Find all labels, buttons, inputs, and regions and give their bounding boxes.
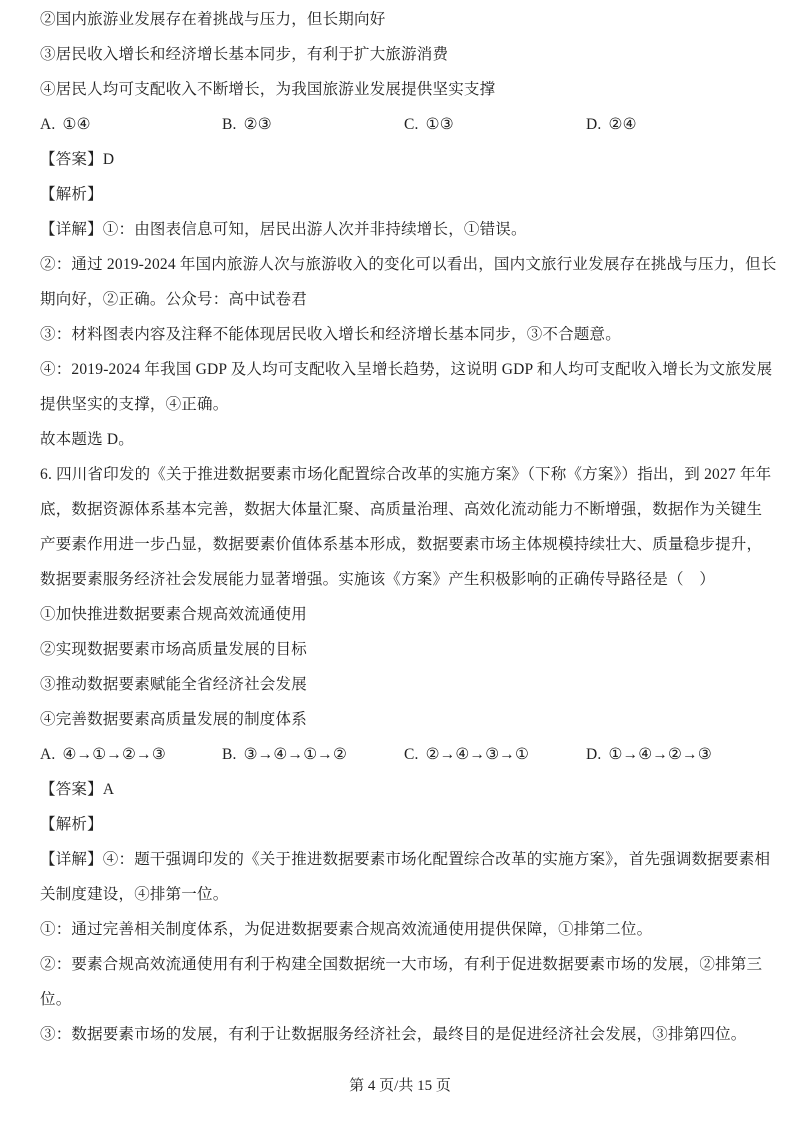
question-6-explanation-line: 【详解】④：题干强调印发的《关于推进数据要素市场化配置综合改革的实施方案》，首先强调数据要素相: [40, 851, 771, 868]
option-letter: A.: [40, 746, 56, 763]
option-value: ②→④→③→①: [425, 746, 530, 763]
question-5-explanation-line: 期向好，②正确。公众号：高中试卷君: [40, 291, 307, 308]
option-letter: D.: [586, 116, 602, 133]
option-value: ④→①→②→③: [62, 746, 166, 763]
option-d: [586, 745, 712, 765]
question-6-stem-line: 产要素作用进一步凸显，数据要素价值体系基本形成，数据要素市场主体规模持续壮大、质量稳步提升，: [40, 536, 763, 553]
option-letter: B.: [222, 746, 237, 763]
question-6-stem-line: 数据要素服务经济社会发展能力显著增强。实施该《方案》产生积极影响的正确传导路径是（ ）: [40, 571, 716, 588]
question-6-explanation-line: 位。: [40, 991, 72, 1008]
option-letter: C.: [404, 746, 419, 763]
option-value: ③→④→①→②: [243, 746, 348, 763]
option-value: ②③: [243, 116, 272, 133]
question-5-analysis-line: 【解析】: [40, 186, 103, 203]
page-content: [40, 10, 777, 1060]
option-letter: D.: [586, 746, 602, 763]
option-b: [222, 115, 404, 135]
question-6-stem-line: 6. 四川省印发的《关于推进数据要素市场化配置综合改革的实施方案》（下称《方案》）指出，到 2027 年年: [40, 466, 772, 483]
question-5-explanation-line: 提供坚实的支撑，④正确。: [40, 396, 229, 413]
question-5-statement-line: ②国内旅游业发展存在着挑战与压力，但长期向好: [40, 11, 386, 28]
option-c: [404, 745, 586, 765]
option-a: [40, 745, 222, 765]
question-6-explanation-line: ①：通过完善相关制度体系，为促进数据要素合规高效流通使用提供保障，①排第二位。: [40, 921, 653, 938]
answer-label: 【答案】: [40, 151, 103, 168]
question-6-options-row: [40, 745, 764, 765]
option-letter: B.: [222, 116, 237, 133]
question-5-explanation-line: ③：材料图表内容及注释不能体现居民收入增长和经济增长基本同步，③不合题意。: [40, 326, 621, 343]
question-5-statement-line: ④居民人均可支配收入不断增长，为我国旅游业发展提供坚实支撑: [40, 81, 496, 98]
option-letter: A.: [40, 116, 56, 133]
question-6-analysis-line: 【解析】: [40, 816, 103, 833]
answer-value: D: [102, 151, 115, 168]
question-6-statement-line: ④完善数据要素高质量发展的制度体系: [40, 711, 307, 728]
option-c: [404, 115, 586, 135]
option-a: [40, 115, 222, 135]
option-d: [586, 115, 637, 135]
question-6-explanation-line: 关制度建设，④排第一位。: [40, 886, 229, 903]
answer-value: A: [102, 781, 115, 798]
question-6-answer-line: [40, 780, 764, 800]
question-5-explanation-line: 故本题选 D。: [40, 431, 134, 448]
answer-label: 【答案】: [40, 781, 103, 798]
option-value: ①→④→②→③: [608, 746, 712, 763]
question-5-statement-line: ③居民收入增长和经济增长基本同步，有利于扩大旅游消费: [40, 46, 449, 63]
option-value: ②④: [608, 116, 637, 133]
page-number-footer: 第 4 页/共 15 页: [349, 1078, 451, 1094]
question-6-statement-line: ①加快推进数据要素合规高效流通使用: [40, 606, 307, 623]
option-b: [222, 745, 404, 765]
question-6-explanation-line: ②：要素合规高效流通使用有利于构建全国数据统一大市场，有利于促进数据要素市场的发展，②排第三: [40, 956, 763, 973]
option-value: ①③: [425, 116, 454, 133]
option-value: ①④: [62, 116, 91, 133]
question-6-stem-line: 底，数据资源体系基本完善，数据大体量汇聚、高质量治理、高效化流动能力不断增强，数据作为关键生: [40, 501, 763, 518]
question-5-answer-line: [40, 150, 764, 170]
question-6-explanation-line: ③：数据要素市场的发展，有利于让数据服务经济社会，最终目的是促进经济社会发展，③排第四位。: [40, 1026, 747, 1043]
question-5-explanation-line: ②：通过 2019-2024 年国内旅游人次与旅游收入的变化可以看出，国内文旅行业发展存在挑战与压力，但长: [40, 256, 777, 273]
question-5-options-row: [40, 115, 764, 135]
question-6-statement-line: ③推动数据要素赋能全省经济社会发展: [40, 676, 307, 693]
question-6-statement-line: ②实现数据要素市场高质量发展的目标: [40, 641, 307, 658]
question-5-explanation-line: 【详解】①：由图表信息可知，居民出游人次并非持续增长，①错误。: [40, 221, 527, 238]
option-letter: C.: [404, 116, 419, 133]
question-5-explanation-line: ④：2019-2024 年我国 GDP 及人均可支配收入呈增长趋势，这说明 GDP 和人均可支配收入增长为文旅发展: [40, 361, 773, 378]
